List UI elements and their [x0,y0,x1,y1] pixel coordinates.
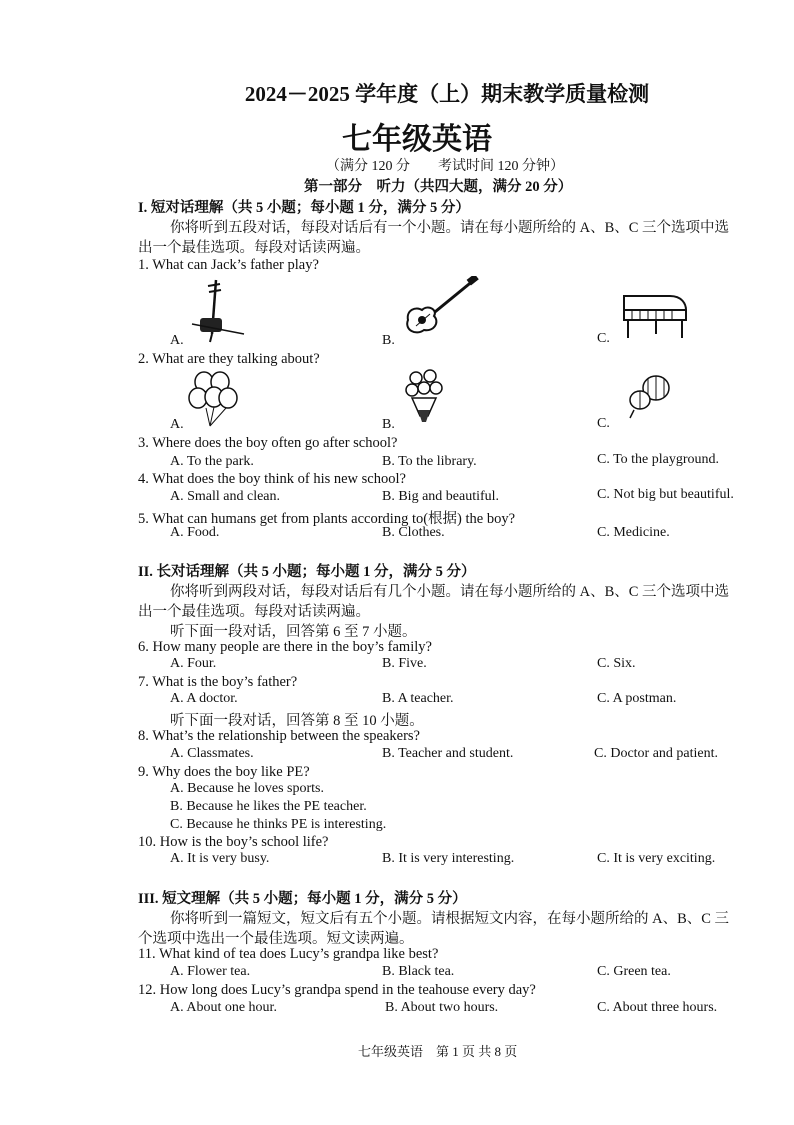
q2-stem: 2. What are they talking about? [138,351,320,367]
q11-stem: 11. What kind of tea does Lucy’s grandpa like best? [138,946,439,962]
q6-option-c: C. Six. [597,656,636,671]
section2-instruction-1: 你将听到两段对话，每段对话后有几个小题。请在每小题所给的 A、B、C 三个选项中选 [170,584,730,600]
q7-option-b: B. A teacher. [382,691,454,706]
q5-option-b: B. Clothes. [382,525,445,540]
q1-stem: 1. What can Jack’s father play? [138,257,319,273]
q1-option-c: C. [597,331,610,346]
q12-option-b: B. About two hours. [385,1000,499,1015]
q7-option-a: A. A doctor. [170,691,238,706]
exam-title: 2024－2025 学年度（上）期末教学质量检测 [244,82,650,106]
section2-instruction-2: 出一个最佳选项。每段对话读两遍。 [138,604,370,620]
section1-heading: I. 短对话理解（共 5 小题；每小题 1 分，满分 5 分） [138,200,470,216]
section1-instruction-1: 你将听到五段对话，每段对话后有一个小题。请在每小题所给的 A、B、C 三个选项中选 [170,220,730,236]
q7-stem: 7. What is the boy’s father? [138,674,298,690]
q4-option-c: C. Not big but beautiful. [597,487,734,502]
section2-heading: II. 长对话理解（共 5 小题；每小题 1 分，满分 5 分） [138,564,476,580]
q8-stem: 8. What’s the relationship between the speakers? [138,728,420,744]
q2-option-a: A. [170,417,184,432]
subject-title: 七年级英语 [342,123,492,156]
q8-option-c: C. Doctor and patient. [594,746,719,761]
q5-stem: 5. What can humans get from plants according to(根据) the boy? [138,511,516,527]
piano-icon [620,290,690,340]
q1-option-a: A. [170,333,184,348]
dialog1-note: 听下面一段对话，回答第 6 至 7 小题。 [170,624,417,640]
section1-instruction-2: 出一个最佳选项。每段对话读两遍。 [138,240,370,256]
q8-option-a: A. Classmates. [170,746,254,761]
dialog2-note: 听下面一段对话，回答第 8 至 10 小题。 [170,713,424,729]
lanterns-icon [624,370,674,420]
q10-stem: 10. How is the boy’s school life? [138,834,329,850]
q2-option-b: B. [382,417,395,432]
flowers-icon [404,366,444,428]
q6-option-a: A. Four. [170,656,217,671]
q10-option-a: A. It is very busy. [170,851,270,866]
q9-option-c: C. Because he thinks PE is interesting. [170,817,387,832]
q2-option-c: C. [597,416,610,431]
section3-instruction-2: 个选项中选出一个最佳选项。短文读两遍。 [138,931,414,947]
q6-stem: 6. How many people are there in the boy’s family? [138,639,432,655]
q11-option-b: B. Black tea. [382,964,455,979]
q4-stem: 4. What does the boy think of his new school? [138,471,406,487]
q6-option-b: B. Five. [382,656,427,671]
q10-option-c: C. It is very exciting. [597,851,716,866]
q1-option-b: B. [382,333,395,348]
q8-option-b: B. Teacher and student. [382,746,514,761]
q7-option-c: C. A postman. [597,691,677,706]
exam-info: （满分 120 分 考试时间 120 分钟） [326,159,564,174]
q12-option-c: C. About three hours. [597,1000,718,1015]
section3-instruction-1: 你将听到一篇短文，短文后有五个小题。请根据短文内容，在每小题所给的 A、B、C 三 [170,911,730,927]
q11-option-a: A. Flower tea. [170,964,251,979]
q9-stem: 9. Why does the boy like PE? [138,764,310,780]
q9-option-b: B. Because he likes the PE teacher. [170,799,367,814]
balloons-icon [188,370,238,428]
q5-option-c: C. Medicine. [597,525,670,540]
guitar-icon [400,276,480,338]
q12-stem: 12. How long does Lucy’s grandpa spend in the teahouse every day? [138,982,536,998]
erhu-icon [188,276,248,346]
q3-option-b: B. To the library. [382,454,477,469]
page-footer: 七年级英语 第 1 页 共 8 页 [358,1044,518,1059]
part-title: 第一部分 听力（共四大题，满分 20 分） [304,179,573,195]
section3-heading: III. 短文理解（共 5 小题；每小题 1 分，满分 5 分） [138,891,467,907]
q3-option-a: A. To the park. [170,454,254,469]
q5-option-a: A. Food. [170,525,220,540]
q4-option-a: A. Small and clean. [170,489,281,504]
q3-stem: 3. Where does the boy often go after school? [138,435,398,451]
q3-option-c: C. To the playground. [597,452,720,467]
q11-option-c: C. Green tea. [597,964,671,979]
q10-option-b: B. It is very interesting. [382,851,515,866]
q9-option-a: A. Because he loves sports. [170,781,324,796]
q4-option-b: B. Big and beautiful. [382,489,500,504]
q12-option-a: A. About one hour. [170,1000,277,1015]
